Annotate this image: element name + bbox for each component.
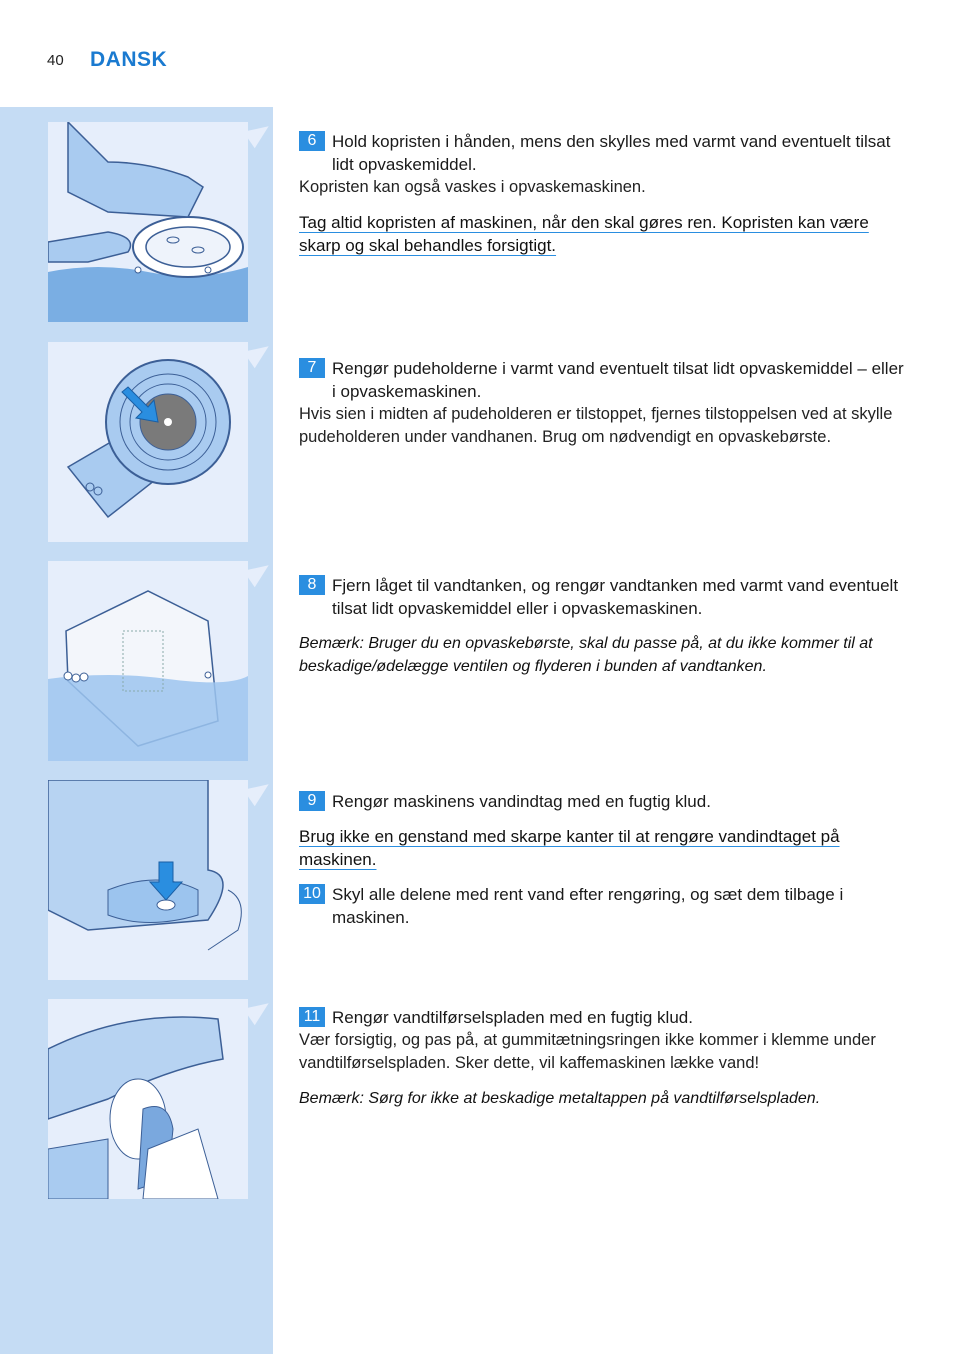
illustration-pad-holder [48, 342, 248, 542]
body-text: Kopristen kan også vaskes i opvaskemaskinen. [299, 178, 646, 196]
instruction-step [299, 357, 904, 403]
section-step-6 [299, 130, 904, 257]
section-step-9-10 [299, 790, 904, 929]
step-text: Rengør maskinens vandindtag med en fugtig klud. [332, 792, 711, 811]
step-text: Hold kopristen i hånden, mens den skylles med varmt vand eventuelt tilsat lidt opvaskemiddel. [332, 132, 891, 174]
step-number: 6 [299, 131, 325, 151]
instruction-step [299, 130, 904, 176]
warning-text: Tag altid kopristen af maskinen, når den skal gøres ren. Kopristen kan være skarp og skal behandles forsigtigt. [299, 213, 869, 255]
illustration-water-inlet [48, 780, 248, 980]
note-text: Bemærk: Bruger du en opvaskebørste, skal du passe på, at du ikke kommer til at beskadige/ødelægge ventilen og flyderen i bunden af vandtanken. [299, 635, 873, 675]
body-text: Vær forsigtig, og pas på, at gummitætningsringen ikke kommer i klemme under vandtilførselspladen. Sker dette, vil kaffemaskinen lække vand! [299, 1031, 876, 1072]
step-text: Rengør pudeholderne i varmt vand eventuelt tilsat lidt opvaskemiddel – eller i opvaskemaskinen. [332, 359, 904, 401]
step-number: 8 [299, 575, 325, 595]
illustration-rinse-cup-grid [48, 122, 248, 322]
step-number: 7 [299, 358, 325, 378]
step-text: Rengør vandtilførselspladen med en fugtig klud. [332, 1008, 693, 1027]
language-heading: DANSK [90, 48, 168, 71]
page-number: 40 [47, 52, 64, 69]
section-step-7 [299, 357, 904, 449]
section-step-11 [299, 1006, 904, 1110]
step-number: 11 [299, 1007, 325, 1027]
body-text: Hvis sien i midten af pudeholderen er tilstoppet, fjernes tilstoppelsen ved at skylle pudeholderen under vandhanen. Brug om nødvendigt en opvaskebørste. [299, 405, 893, 446]
section-step-8 [299, 574, 904, 678]
illustration-water-tank [48, 561, 248, 761]
instruction-step [299, 883, 904, 929]
instruction-step [299, 790, 904, 813]
illustration-water-supply-plate [48, 999, 248, 1199]
step-text: Fjern låget til vandtanken, og rengør vandtanken med varmt vand eventuelt tilsat lidt opvaskemiddel eller i opvaskemaskinen. [332, 576, 899, 618]
step-number: 9 [299, 791, 325, 811]
warning-text: Brug ikke en genstand med skarpe kanter til at rengøre vandindtaget på maskinen. [299, 827, 840, 869]
step-number: 10 [299, 884, 325, 904]
instruction-step [299, 1006, 904, 1029]
instruction-step [299, 574, 904, 620]
note-text: Bemærk: Sørg for ikke at beskadige metaltappen på vandtilførselspladen. [299, 1090, 821, 1107]
step-text: Skyl alle delene med rent vand efter rengøring, og sæt dem tilbage i maskinen. [332, 885, 844, 927]
